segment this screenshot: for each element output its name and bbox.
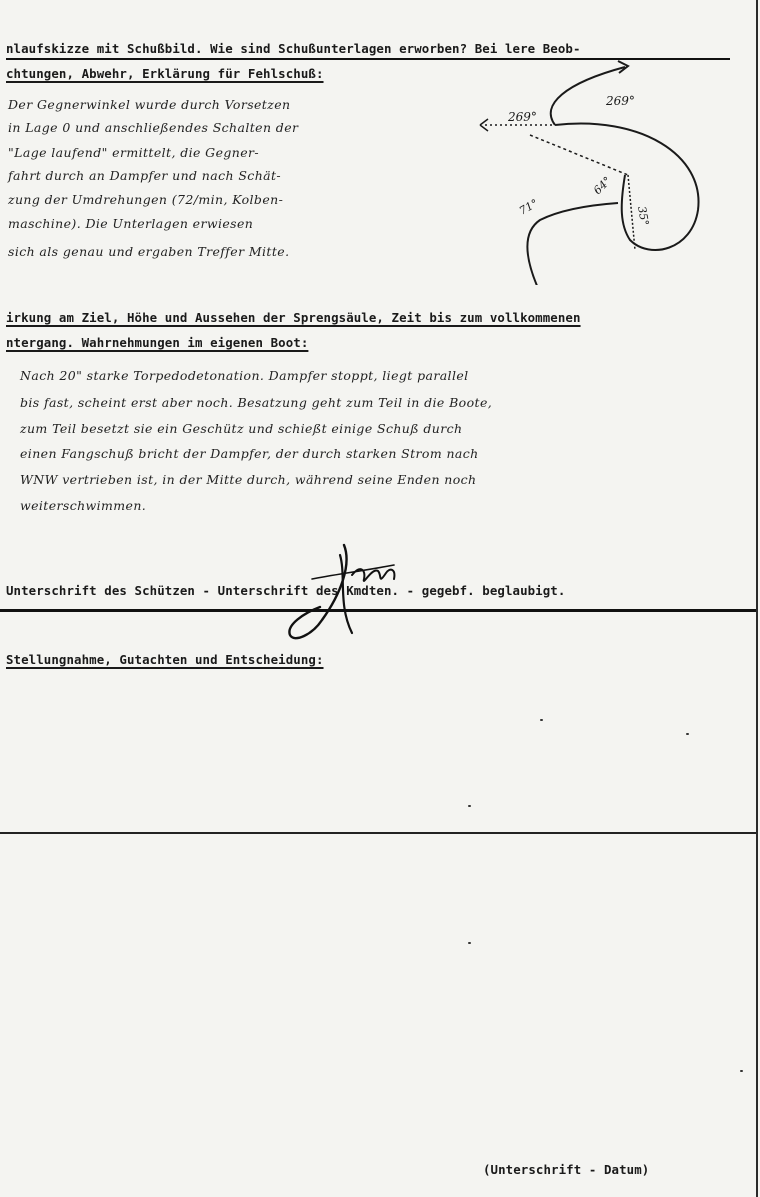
ink-speck [686,733,689,735]
ink-speck [468,942,471,944]
effect-heading-1: irkung am Ziel, Höhe und Aussehen der Sprengsäule, Zeit bis zum vollkommenen [6,310,581,325]
handwritten-line: sich als genau und ergaben Treffer Mitte. [8,244,290,259]
sketch-label: 71° [517,196,541,218]
sketch-label: 35° [635,205,652,227]
handwritten-line: zum Teil besetzt sie ein Geschütz und schießt einige Schuß durch [20,421,463,436]
opinion-heading: Stellungnahme, Gutachten und Entscheidung: [6,652,324,667]
ink-speck [740,1070,743,1072]
handwritten-line: zung der Umdrehungen (72/min, Kolben- [8,192,284,207]
handwritten-line: "Lage laufend" ermittelt, die Gegner- [8,145,260,160]
handwritten-line: weiterschwimmen. [20,498,147,513]
effect-heading-2: ntergang. Wahrnehmungen im eigenen Boot: [6,335,309,350]
course-sketch-heading-1: nlaufskizze mit Schußbild. Wie sind Schußunterlagen erworben? Bei lere Beob- [6,41,581,56]
sketch-label: 64° [590,174,614,198]
sketch-label: 269° [508,110,537,124]
signature-line-label: Unterschrift des Schützen - Unterschrift des Kmdten. - gegebf. beglaubigt. [6,583,566,598]
handwritten-line: Der Gegnerwinkel wurde durch Vorsetzen [8,97,291,112]
course-sketch [470,55,730,285]
handwritten-line: in Lage 0 und anschließendes Schalten der [8,120,299,135]
course-sketch-heading-2: chtungen, Abwehr, Erklärung für Fehlschuß: [6,66,324,81]
handwritten-line: Nach 20" starke Torpedodetonation. Dampfer stoppt, liegt parallel [20,368,469,383]
sketch-label: 269° [606,94,635,108]
signature-date-label: (Unterschrift - Datum) [483,1162,650,1177]
handwritten-line: einen Fangschuß bricht der Dampfer, der durch starken Strom nach [20,446,479,461]
ink-speck [468,805,471,807]
section-divider [0,609,756,612]
handwritten-line: fahrt durch an Dampfer und nach Schät- [8,168,282,183]
handwritten-line: WNW vertrieben ist, in der Mitte durch, während seine Enden noch [20,472,477,487]
handwritten-line: bis fast, scheint erst aber noch. Besatzung geht zum Teil in die Boote, [20,395,493,410]
ink-speck [540,719,543,721]
handwritten-line: maschine). Die Unterlagen erwiesen [8,216,254,231]
section-divider-thin [0,832,756,834]
page-edge [756,0,758,1197]
signature-scribble [282,535,402,645]
